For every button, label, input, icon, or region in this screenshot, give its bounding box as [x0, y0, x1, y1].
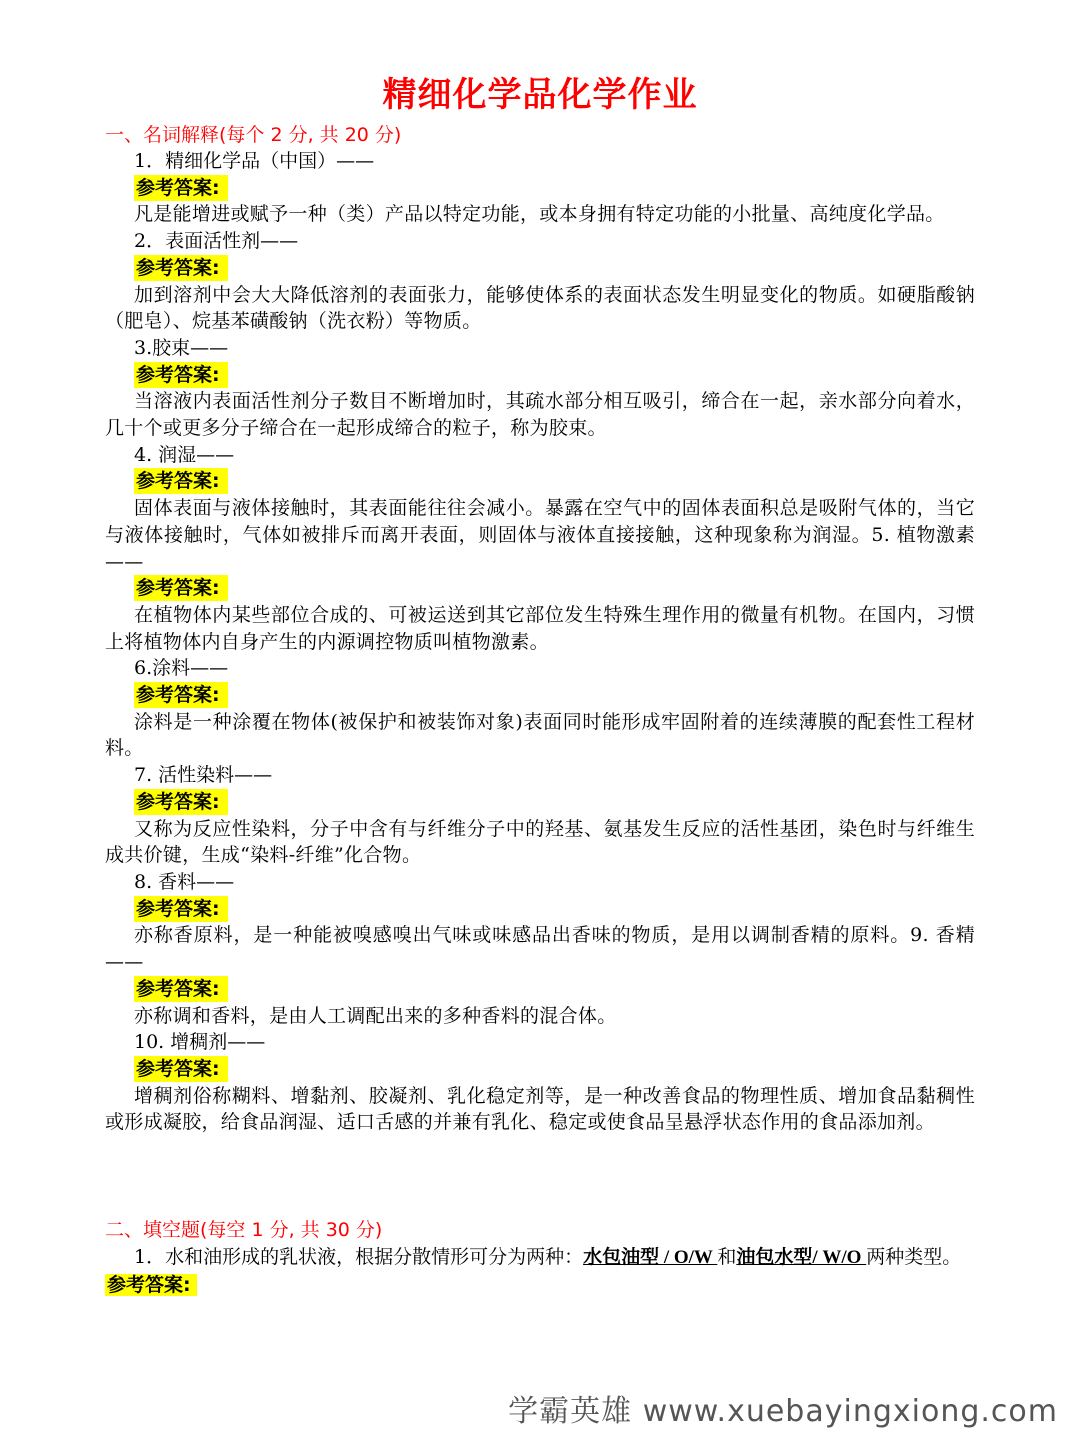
term-question: 2．表面活性剂—— [134, 230, 299, 253]
term-question: 8. 香料—— [134, 870, 235, 893]
term-answer: 亦称香原料，是一种能被嗅感嗅出气味或味感品出香味的物质，是用以调制香精的原料。9. 香精—— [105, 924, 975, 974]
term-answer: 当溶液内表面活性剂分子数目不断增加时，其疏水部分相互吸引，缔合在一起，亲水部分向着水，几十个或更多分子缔合在一起形成缔合的粒子，称为胶束。 [105, 390, 975, 440]
term-answer: 固体表面与液体接触时，其表面能往往会减小。暴露在空气中的固体表面积总是吸附气体的，当它与液体接触时，气体如被排斥而离开表面，则固体与液体直接接触，这种现象称为润湿。5. 植物激素—— [105, 497, 975, 573]
term-question: 4. 润湿—— [134, 443, 235, 466]
answer-label: 参考答案: [134, 789, 228, 815]
watermark: 学霸英雄 www.xuebayingxiong.com [508, 1394, 1058, 1429]
terms-list [105, 148, 975, 1136]
answer-label: 参考答案: [134, 468, 228, 494]
term-question: 1．精细化学品（中国）—— [134, 150, 375, 172]
fill-blank-list [105, 1244, 975, 1298]
page-title: 精细化学品化学作业 [382, 75, 698, 115]
term-answer: 在植物体内某些部位合成的、可被运送到其它部位发生特殊生理作用的微量有机物。在国内，习惯上将植物体内自身产生的内源调控物质叫植物激素。 [105, 603, 975, 653]
term-answer: 凡是能增进或赋予一种（类）产品以特定功能，或本身拥有特定功能的小批量、高纯度化学品。 [134, 203, 945, 226]
term-question: 7. 活性染料—— [134, 764, 273, 787]
answer-label: 参考答案: [134, 1056, 228, 1082]
term-question: 3.胶束—— [134, 336, 229, 359]
term-answer: 亦称调和香料，是由人工调配出来的多种香料的混合体。 [134, 1004, 617, 1027]
fill-blank-answer-2: 油包水型/ W/O [736, 1247, 867, 1268]
answer-label: 参考答案: [134, 175, 228, 201]
answer-label: 参考答案: [134, 362, 228, 388]
term-question: 10. 增稠剂—— [134, 1031, 266, 1054]
term-answer: 增稠剂俗称糊料、增黏剂、胶凝剂、乳化稳定剂等，是一种改善食品的物理性质、增加食品黏稠性或形成凝胶，给食品润湿、适口舌感的并兼有乳化、稳定或使食品呈悬浮状态作用的食品添加剂。 [105, 1084, 975, 1134]
fill-question-1 [105, 1244, 975, 1298]
term-question: 6.涂料—— [134, 657, 229, 680]
answer-label: 参考答案: [134, 896, 228, 922]
term-answer: 加到溶剂中会大大降低溶剂的表面张力，能够使体系的表面状态发生明显变化的物质。如硬脂酸钠（肥皂）、烷基苯磺酸钠（洗衣粉）等物质。 [105, 283, 975, 333]
answer-label: 参考答案: [134, 575, 228, 601]
fill-question-text: 1．水和油形成的乳状液，根据分散情形可分为两种： [134, 1246, 584, 1268]
answer-label: 参考答案: [134, 682, 228, 708]
section-heading-fill-blank: 二、填空题(每空 1 分, 共 30 分) [105, 1219, 383, 1241]
fill-blank-answer-1: 水包油型 / O/W [583, 1247, 718, 1268]
answer-label: 参考答案: [105, 1274, 197, 1296]
fill-question-tail: 两种类型。 [866, 1246, 962, 1268]
term-answer: 又称为反应性染料，分子中含有与纤维分子中的羟基、氨基发生反应的活性基团，染色时与纤维生成共价键，生成“染料-纤维”化合物。 [105, 817, 975, 867]
term-answer: 涂料是一种涂覆在物体(被保护和被装饰对象)表面同时能形成牢固附着的连续薄膜的配套性工程材料。 [105, 710, 975, 760]
fill-connector-text: 和 [717, 1246, 737, 1268]
section-heading-terms: 一、名词解释(每个 2 分, 共 20 分) [105, 124, 402, 146]
answer-label: 参考答案: [134, 255, 228, 281]
answer-label: 参考答案: [134, 976, 228, 1002]
